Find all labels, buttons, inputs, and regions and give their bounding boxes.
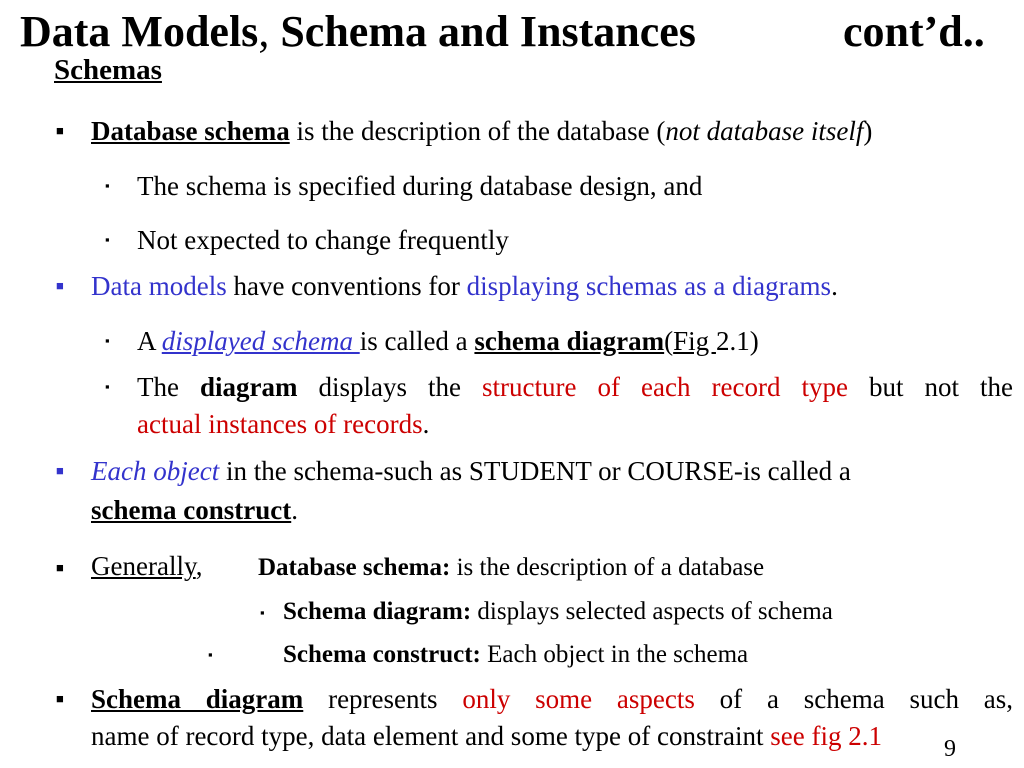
see-fig-reference: see fig 2.1 bbox=[770, 721, 882, 751]
sub-bullet-specified: The schema is specified during database design, and bbox=[137, 171, 703, 201]
text: but not the bbox=[868, 372, 1013, 402]
bullet-square-icon: ■ bbox=[56, 463, 64, 478]
text: have conventions for bbox=[226, 271, 467, 301]
text: of a schema such as, bbox=[719, 684, 1014, 714]
bullet-square-icon: ■ bbox=[56, 560, 64, 575]
italic-not-database-itself: not database itself bbox=[665, 116, 864, 146]
term-schema-diagram-bullet: Schema diagram bbox=[91, 684, 304, 714]
bullet-each-object-line2 bbox=[91, 495, 298, 525]
term-schema-construct-summary: Schema construct: bbox=[283, 641, 481, 668]
highlight-only-some-aspects: only some aspects bbox=[462, 684, 695, 714]
bullet-generally bbox=[91, 551, 202, 581]
term-schema-diagram-summary: Schema diagram: bbox=[283, 598, 472, 625]
text: is the description of the database ( bbox=[289, 116, 666, 146]
bullet-data-models bbox=[91, 271, 838, 301]
text: displays selected aspects of schema bbox=[471, 598, 833, 625]
bullet-schema-diagram-line1 bbox=[91, 684, 1013, 714]
highlight-displaying-schemas: displaying schemas as a diagrams bbox=[466, 271, 832, 301]
term-schema-construct: schema construct bbox=[91, 495, 292, 525]
text: 2.1) bbox=[715, 326, 759, 356]
text: is called a bbox=[359, 326, 475, 356]
bullet-square-icon: ▪ bbox=[105, 379, 110, 394]
bullet-square-icon: ▪ bbox=[105, 333, 110, 348]
fig-reference: Fig bbox=[673, 326, 716, 356]
highlight-structure: structure of each record type bbox=[482, 372, 848, 402]
text: ) bbox=[863, 116, 873, 146]
title-contd: cont’d.. bbox=[843, 7, 985, 56]
text: is the description of a database bbox=[450, 554, 765, 581]
text: A bbox=[137, 326, 162, 356]
text: represents bbox=[328, 684, 463, 714]
bullet-schema-diagram-line2 bbox=[91, 721, 882, 751]
bullet-square-icon: ■ bbox=[56, 123, 64, 138]
summary-schema-construct bbox=[283, 640, 748, 670]
bullet-database-schema bbox=[91, 116, 872, 146]
bullet-square-icon: ▪ bbox=[105, 178, 110, 193]
text: Each object in the schema bbox=[480, 641, 749, 668]
text: name of record type, data element and some type of constraint bbox=[91, 721, 771, 751]
term-database-schema: Database schema bbox=[91, 116, 290, 146]
bullet-square-icon: ■ bbox=[56, 691, 64, 706]
term-data-models: Data models bbox=[91, 271, 227, 301]
bullet-square-icon: ▪ bbox=[105, 232, 110, 247]
sub-bullet-displayed-schema bbox=[137, 326, 759, 356]
text: displays the bbox=[318, 372, 483, 402]
text: The bbox=[137, 372, 200, 402]
term-schema-diagram: schema diagram bbox=[474, 326, 665, 356]
bullet-square-icon: ■ bbox=[56, 278, 64, 293]
sub-bullet-not-expected: Not expected to change frequently bbox=[137, 225, 509, 255]
italic-each-object: Each object bbox=[91, 456, 220, 486]
word-generally: Generally bbox=[91, 551, 196, 581]
text: . bbox=[422, 409, 430, 439]
term-diagram: diagram bbox=[200, 372, 298, 402]
link-displayed-schema[interactable]: displayed schema bbox=[161, 326, 360, 356]
sub-bullet-diagram-line1 bbox=[137, 372, 1013, 402]
slide-title bbox=[20, 6, 696, 57]
text: in the schema-such as STUDENT or COURSE-is called a bbox=[219, 456, 851, 486]
title-part1: Data Models bbox=[20, 7, 259, 56]
summary-database-schema bbox=[258, 553, 764, 583]
bullet-square-icon: ▪ bbox=[208, 647, 213, 662]
highlight-actual-instances: actual instances of records bbox=[137, 409, 423, 439]
sub-bullet-diagram-line2 bbox=[137, 409, 429, 439]
bullet-square-icon: ▪ bbox=[260, 605, 265, 620]
text: . bbox=[831, 271, 838, 301]
title-comma: , bbox=[258, 7, 270, 56]
page-number: 9 bbox=[944, 736, 956, 762]
term-database-schema-summary: Database schema: bbox=[258, 554, 451, 581]
text: . bbox=[291, 495, 298, 525]
text: , bbox=[195, 551, 203, 581]
summary-schema-diagram bbox=[283, 597, 833, 627]
text: ( bbox=[664, 326, 674, 356]
bullet-each-object-line1 bbox=[91, 456, 851, 486]
title-part2: Schema and Instances bbox=[269, 7, 696, 56]
section-subtitle: Schemas bbox=[54, 54, 162, 86]
